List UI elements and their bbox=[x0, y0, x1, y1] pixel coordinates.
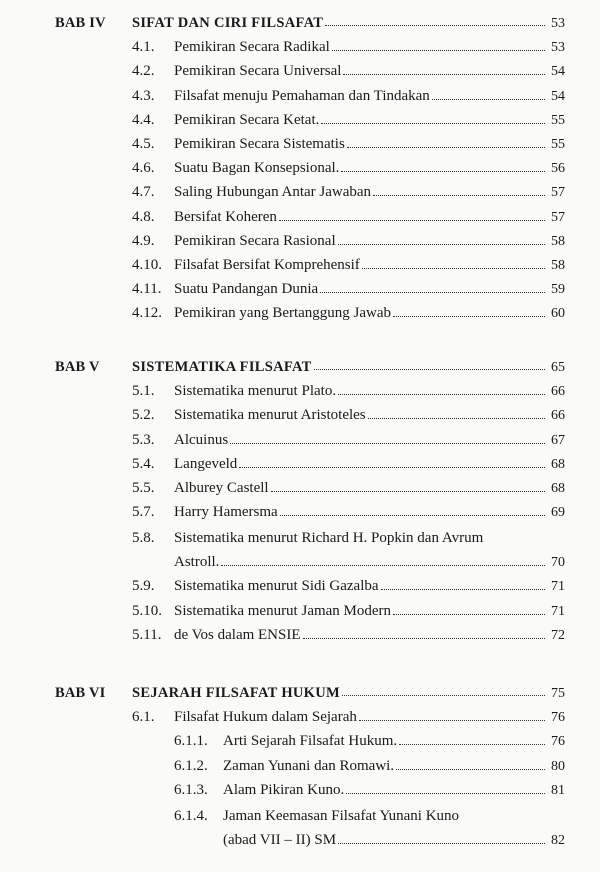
toc-entry bbox=[55, 177, 565, 201]
entry-number: 6.1.3. bbox=[174, 781, 208, 798]
dot-leader bbox=[393, 316, 545, 317]
chapter-label: BAB V bbox=[55, 359, 100, 375]
page-number: 56 bbox=[551, 161, 565, 177]
page-number: 57 bbox=[551, 209, 565, 225]
toc-subentry bbox=[55, 775, 565, 799]
page-number: 76 bbox=[551, 734, 565, 750]
dot-leader bbox=[239, 467, 545, 468]
dot-leader bbox=[325, 25, 545, 26]
entry-number: 5.9. bbox=[132, 578, 155, 595]
page-number: 68 bbox=[551, 456, 565, 472]
entry-number: 5.4. bbox=[132, 455, 155, 472]
toc-entry bbox=[55, 32, 565, 56]
entry-number: 4.12. bbox=[132, 305, 162, 322]
page-number: 58 bbox=[551, 257, 565, 273]
entry-number: 5.10. bbox=[132, 602, 162, 619]
toc-entry bbox=[55, 497, 565, 521]
entry-title: Jaman Keemasan Filsafat Yunani Kuno bbox=[223, 807, 460, 824]
entry-number: 5.3. bbox=[132, 431, 155, 448]
toc-entry bbox=[55, 250, 565, 274]
toc-entry bbox=[55, 298, 565, 322]
dot-leader bbox=[393, 614, 545, 615]
dot-leader bbox=[271, 491, 545, 492]
page-number: 81 bbox=[551, 782, 565, 798]
entry-title: Sistematika menurut Aristoteles bbox=[174, 407, 366, 424]
entry-title: Filsafat Hukum dalam Sejarah bbox=[174, 709, 357, 726]
dot-leader bbox=[338, 244, 545, 245]
dot-leader bbox=[341, 171, 545, 172]
dot-leader bbox=[280, 515, 545, 516]
dot-leader bbox=[279, 220, 545, 221]
entry-number: 6.1. bbox=[132, 709, 155, 726]
entry-title: Sistematika menurut Plato. bbox=[174, 383, 337, 400]
toc-entry bbox=[55, 620, 565, 644]
entry-title: Pemikiran Secara Ketat. bbox=[174, 111, 320, 128]
entry-title: Zaman Yunani dan Romawi. bbox=[223, 757, 395, 774]
page-number: 54 bbox=[551, 88, 565, 104]
entry-title: de Vos dalam ENSIE bbox=[174, 626, 301, 643]
page-number: 55 bbox=[551, 136, 565, 152]
toc-entry bbox=[55, 274, 565, 298]
page-number: 70 bbox=[551, 555, 565, 571]
toc-entry bbox=[55, 201, 565, 225]
entry-number: 4.7. bbox=[132, 184, 155, 201]
entry-number: 6.1.2. bbox=[174, 757, 208, 774]
entry-title-continuation: Astroll. bbox=[174, 554, 220, 571]
entry-number: 5.5. bbox=[132, 479, 155, 496]
dot-leader bbox=[303, 638, 545, 639]
entry-number: 4.6. bbox=[132, 160, 155, 177]
page-number: 71 bbox=[551, 603, 565, 619]
entry-number: 4.8. bbox=[132, 208, 155, 225]
entry-number: 5.7. bbox=[132, 504, 155, 521]
dot-leader bbox=[432, 99, 545, 100]
chapter-title: SISTEMATIKA FILSAFAT bbox=[132, 359, 312, 375]
chapter-bab-vi bbox=[55, 676, 565, 849]
page-number: 82 bbox=[551, 832, 565, 848]
page-number: 68 bbox=[551, 480, 565, 496]
dot-leader bbox=[221, 565, 545, 566]
chapter-label: BAB IV bbox=[55, 15, 106, 31]
toc-entry bbox=[55, 129, 565, 153]
entry-number: 5.1. bbox=[132, 383, 155, 400]
dot-leader bbox=[381, 589, 545, 590]
entry-number: 6.1.4. bbox=[174, 807, 208, 824]
chapter-bab-v bbox=[55, 350, 565, 644]
entry-title: Alam Pikiran Kuno. bbox=[223, 781, 345, 798]
page-number: 55 bbox=[551, 112, 565, 128]
page-number: 66 bbox=[551, 384, 565, 400]
entry-title: Suatu Bagan Konsepsional. bbox=[174, 160, 340, 177]
dot-leader bbox=[368, 418, 545, 419]
entry-title: Bersifat Koheren bbox=[174, 208, 277, 225]
dot-leader bbox=[338, 843, 545, 844]
entry-number: 4.1. bbox=[132, 39, 155, 56]
dot-leader bbox=[359, 720, 545, 721]
page-number: 80 bbox=[551, 758, 565, 774]
chapter-bab-iv bbox=[55, 6, 565, 322]
toc-entry bbox=[55, 376, 565, 400]
toc-entry bbox=[55, 105, 565, 129]
toc-entry bbox=[55, 153, 565, 177]
entry-title: Sistematika menurut Jaman Modern bbox=[174, 602, 392, 619]
toc-entry bbox=[55, 449, 565, 473]
page-number: 58 bbox=[551, 233, 565, 249]
page-number: 71 bbox=[551, 579, 565, 595]
dot-leader bbox=[373, 195, 545, 196]
entry-number: 5.2. bbox=[132, 407, 155, 424]
dot-leader bbox=[399, 744, 545, 745]
chapter-title: SEJARAH FILSAFAT HUKUM bbox=[132, 685, 341, 701]
toc-entry bbox=[55, 595, 565, 619]
page-number: 65 bbox=[551, 360, 565, 375]
entry-number: 6.1.1. bbox=[174, 733, 208, 750]
entry-title: Alcuinus bbox=[174, 431, 229, 448]
toc-subentry bbox=[55, 750, 565, 774]
page-number: 76 bbox=[551, 710, 565, 726]
toc-subentry bbox=[55, 726, 565, 750]
page-number: 57 bbox=[551, 185, 565, 201]
entry-number: 5.11. bbox=[132, 626, 162, 643]
toc-entry bbox=[55, 571, 565, 595]
toc-entry bbox=[55, 424, 565, 448]
chapter-title: SIFAT DAN CIRI FILSAFAT bbox=[132, 15, 324, 31]
entry-number: 4.5. bbox=[132, 135, 155, 152]
toc-entry bbox=[55, 702, 565, 726]
entry-title: Harry Hamersma bbox=[174, 504, 278, 521]
page-number: 67 bbox=[551, 432, 565, 448]
chapter-label: BAB VI bbox=[55, 685, 106, 701]
page-number: 72 bbox=[551, 627, 565, 643]
toc-subentry-wrapped bbox=[55, 799, 565, 825]
entry-title: Suatu Pandangan Dunia bbox=[174, 281, 319, 298]
entry-title-continuation: (abad VII – II) SM bbox=[223, 831, 337, 848]
toc-entry bbox=[55, 56, 565, 80]
entry-title: Sistematika menurut Sidi Gazalba bbox=[174, 578, 379, 595]
entry-title: Saling Hubungan Antar Jawaban bbox=[174, 184, 372, 201]
entry-title: Pemikiran Secara Rasional bbox=[174, 232, 336, 249]
dot-leader bbox=[342, 695, 545, 696]
entry-title: Filsafat menuju Pemahaman dan Tindakan bbox=[174, 87, 430, 104]
entry-title: Arti Sejarah Filsafat Hukum. bbox=[223, 733, 398, 750]
dot-leader bbox=[314, 369, 545, 370]
toc-entry bbox=[55, 80, 565, 104]
entry-title: Pemikiran Secara Universal bbox=[174, 63, 342, 80]
entry-number: 5.8. bbox=[132, 530, 155, 547]
toc-subentry-continuation bbox=[55, 825, 565, 849]
entry-title: Pemikiran Secara Radikal bbox=[174, 39, 330, 56]
page-number: 59 bbox=[551, 282, 565, 298]
entry-number: 4.4. bbox=[132, 111, 155, 128]
dot-leader bbox=[347, 147, 545, 148]
entry-title: Sistematika menurut Richard H. Popkin dan Avrum bbox=[174, 530, 484, 547]
toc-entry bbox=[55, 473, 565, 497]
entry-title: Filsafat Bersifat Komprehensif bbox=[174, 256, 360, 273]
dot-leader bbox=[338, 394, 545, 395]
page-number: 53 bbox=[551, 16, 565, 31]
page-number: 69 bbox=[551, 505, 565, 521]
entry-title: Pemikiran Secara Sistematis bbox=[174, 135, 345, 152]
entry-number: 4.10. bbox=[132, 256, 162, 273]
toc-entry bbox=[55, 226, 565, 250]
dot-leader bbox=[321, 123, 545, 124]
page-number: 53 bbox=[551, 40, 565, 56]
entry-number: 4.2. bbox=[132, 63, 155, 80]
entry-title: Langeveld bbox=[174, 455, 238, 472]
page-number: 54 bbox=[551, 64, 565, 80]
chapter-heading bbox=[55, 676, 565, 702]
dot-leader bbox=[396, 769, 545, 770]
dot-leader bbox=[320, 292, 545, 293]
entry-number: 4.9. bbox=[132, 232, 155, 249]
page-number: 66 bbox=[551, 408, 565, 424]
entry-number: 4.3. bbox=[132, 87, 155, 104]
entry-number: 4.11. bbox=[132, 281, 162, 298]
dot-leader bbox=[362, 268, 545, 269]
toc-entry-wrapped bbox=[55, 521, 565, 547]
toc-entry-continuation bbox=[55, 547, 565, 571]
dot-leader bbox=[230, 443, 545, 444]
page-number: 75 bbox=[551, 686, 565, 701]
page-number: 60 bbox=[551, 306, 565, 322]
entry-title: Alburey Castell bbox=[174, 479, 269, 496]
dot-leader bbox=[346, 793, 545, 794]
chapter-heading bbox=[55, 6, 565, 32]
dot-leader bbox=[332, 50, 545, 51]
chapter-heading bbox=[55, 350, 565, 376]
dot-leader bbox=[343, 74, 545, 75]
toc-entry bbox=[55, 400, 565, 424]
entry-title: Pemikiran yang Bertanggung Jawab bbox=[174, 305, 392, 322]
